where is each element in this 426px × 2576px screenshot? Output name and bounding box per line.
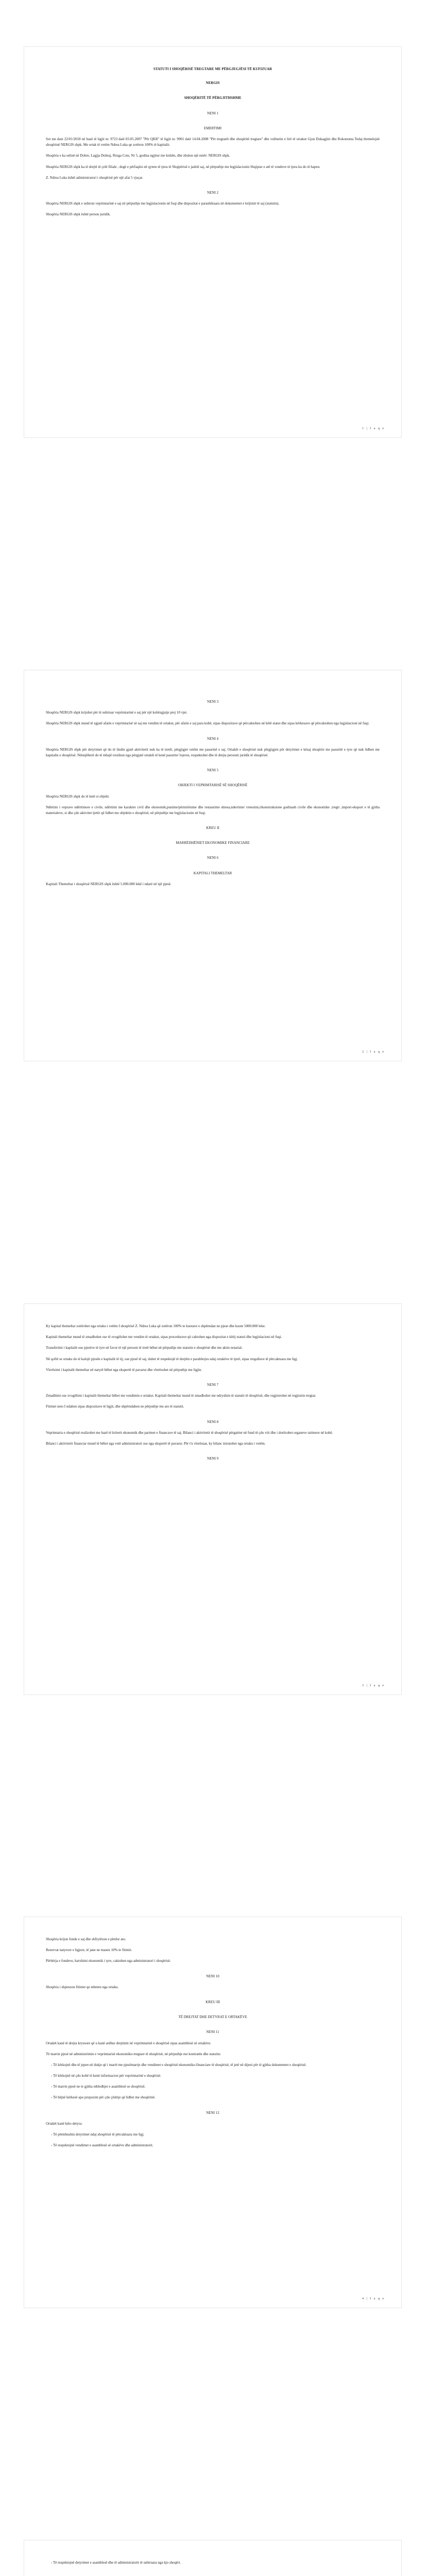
section-heading: NENI 3 (207, 700, 218, 704)
section-heading: NENI 8 (207, 1419, 218, 1424)
paragraph: Veprimtaria e shoqërisë realizohet me bazë të kriterit ekonomik dhe parimet e financave të saj. Bilanci i aktivitetit të shoqërisë përgatitet në fund të çdo viti dhe i dorëzohet organeve tatimore në kohë. (46, 1430, 333, 1435)
section-heading: NENI 7 (207, 1382, 218, 1387)
section-heading: NENI 4 (207, 736, 218, 741)
section-heading: NENI 11 (206, 2030, 219, 2035)
section-heading: NENI 6 (207, 856, 218, 860)
bullet-item: - Të bëjnë kërkesë apo propozim për çdo çështje qё lidhet me shoqërinë. (51, 2095, 156, 2100)
paragraph: Sot me date 22/01/2018 në bazë të ligjit nr. 9723 datë 03.05.2007 "Për QKR" të ligjit nr. 9901 datë 14.04.2008 "Për tregtarët dhe shoqëritë tregtare" dhe vullnetin e lirë të ortakut Gjon Dukagjini dhe Rokonoma Tedaj themelojnë shoqërinë NERGIS shpk. Me ortak të vetëm Ndrea Luka qe zotëron 100% të kapitalit. (46, 137, 380, 147)
document-subtitle: SHOQËRITË TË PËRGJITHSHME (184, 96, 242, 100)
paragraph: Zmadhimi ose zvogëlimi i kapitalit themeltar bëhet me vendimin e ortakut. Kapitali themeltar mund të zmadhohet me ndryshim të statutit të shoqërisë, dhe regjistrohet në regjistrin tregtar. (46, 1394, 316, 1398)
section-heading: OBJEKTI I VEPRIMTARISË SË SHOQËRISË (178, 783, 248, 788)
document-page (24, 1917, 402, 2308)
document-subtitle: NERGIS (206, 81, 220, 86)
paragraph: Të marrin pjesë në administrimin e veprimtarisë ekonomiko-tregtare të shoqërisë, në përputhje me kontratën dhe statutin: (46, 2052, 221, 2056)
section-heading: NENI 5 (207, 768, 218, 773)
section-heading: KREU III (206, 1999, 220, 2004)
section-heading: NENI 2 (207, 190, 218, 195)
paragraph: Ndërtim i veprave ndërtimore e civile, ndërtimi me karakter civil dhe ekonomik,punime/përmirësime dhe restaurime shtesa,nderrime/ rrenoimi,rikonstruksione godinash civile dhe ekonomike ,tregti ,import-eksport e të gjitha materialeve, si dhe çdo aktivitet tjetër që lidhet me objektin e shoqërisë, në përputhje me legjislacionin në fuqi. (46, 805, 380, 815)
bullet-item: - Të respektojnë detyrimet e asamblesë dhe të administratorit të ushtruara nga kjo shoqëri. (51, 2561, 181, 2565)
bullet-item: - Të kërkojnë në çdo kohë të kenë informacion për veprimtarinë e shoqërisë. (51, 2074, 161, 2078)
page-content (24, 670, 401, 887)
paragraph: Përbërja e fondeve, harxhimi ekonomik i tyre, caktohen nga administratori i shoqërisë. (46, 1959, 171, 1963)
section-heading: NENI 10 (206, 1974, 219, 1978)
paragraph: Shoqëria NERGIS shpk mund të zgjatë afatin e veprimtarisë së saj me vendim të ortakut, për afatin e saj para kohë, sipas dispozitave që përcaktohen në këtë statut dhe sipas kërkesave që përcaktohen nga legjislacioni në fuqi. (46, 721, 370, 726)
section-heading: KREU II (206, 826, 219, 831)
page-number: 3 | f a q e (362, 1684, 385, 1687)
paragraph: Transferimi i kapitalit ose pjesëve të tyre në favor të një personi të tretë bëhet në përputhje me statutin e shoqërisë dhe me aktin notarial. (46, 1346, 243, 1350)
page-number: 1 | f a q e (362, 427, 385, 430)
paragraph: Shoqëria i shpenzon fitimet qe mbeten nga ortaku. (46, 1985, 119, 1989)
paragraph: Shoqëria NERGIS shpk krijohet për të ushtruar veprimtarinë e saj për një kohëzgjatje prej 10 vjet. (46, 710, 188, 715)
page-content (24, 47, 401, 217)
paragraph: Shoqëria e ka selinë në Dobre, Lagjja Dobraj, Rruga Cote, Nr 5, godina ngjitur me kishën, dhe zbulon një emër: NERGIS shpk. (46, 154, 230, 158)
paragraph: Shoqëria NERGIS shpk ka të drejtë të çelë filiale , degë e përfaqësi në qytete të tjera të Shqipërisë e jashtë saj, në përputhje me legjislacionin Shqiptar e atë të vendeve të tjera ku do të hapen. (46, 164, 320, 169)
page-content (24, 1304, 401, 1462)
paragraph: Shoqëria NERGIS shpk është person juridik. (46, 212, 111, 217)
paragraph: Rezervat natyrore e ligjore, të jane ne masen 10% te fitimit. (46, 1948, 132, 1953)
paragraph: Z. Ndrea Luka është administratori i shoqërisë për një afat 5 vjeçar. (46, 175, 143, 180)
document-page (24, 1303, 402, 1695)
section-heading: KAPITALI THEMELTAR (193, 871, 232, 875)
paragraph: Në qoftë se ortaku do të kalojë pjesën e kapitalit të tij, ose pjesë të saj, duhet të respektojë të drejtën e parablerjes ndaj ortakëve të tjerë, sipas rregullave të përcaktuara me ligj. (46, 1357, 298, 1361)
page-content (24, 1917, 401, 2148)
section-heading: NENI 9 (207, 1456, 218, 1461)
page-number: 4 | f a q e (362, 2297, 385, 2300)
bullet-item: - Të përmbushin detyrimet ndaj shoqërisë të përcaktuara me ligj. (51, 2132, 145, 2137)
paragraph: Shoqëria NERGIS shpk për detyrimet që do të lindin gjatë aktivitetit nuk ka të tretët, përgjigjet vetëm me pasurinë e saj. Ortakët e shoqërisë nuk përgjigjen për detyrimet e kësaj shoqërie me pasuritë e tyre që nuk lidhen me kapitalin e shoqërisë. Ndonjëherë do të mbajë rrezikun nga përgjatë ortakët të kenë pasurite/ lojeres, respektohet dhe të drejta personit juridik të shoqërisë. (46, 747, 380, 757)
page-content (24, 2540, 401, 2576)
bullet-item: - Të marrin pjesë ne te gjitha mbledhjet e asamblesë se shoqërisë. (51, 2084, 146, 2089)
document-page (24, 670, 402, 1061)
paragraph: Bilanci i aktivitetit financiar mund të bëhet nga vetë administratori ose nga ekspertë të pavarur. Për t'u vlerësuar, ky bilanc miratohet nga ortaku i vetëm. (46, 1441, 266, 1446)
paragraph: Kapitali Themeltar i shoqërisë NERGIS shpk është 5.000.000 lekë i ndarë në një pjesë. (46, 882, 172, 886)
document-page (24, 2540, 402, 2576)
paragraph: Ortakët kanë këto detyra: (46, 2121, 82, 2126)
section-heading: EMERTIMI (203, 126, 222, 130)
paragraph: Shoqëria krijon fonde e saj dhe shfrytëzon e përdor ato. (46, 1937, 126, 1941)
section-heading: TË DREJTAT DHE DETYRAT E ORTAKËVE (178, 2015, 247, 2020)
section-heading: MARRËDHËNIET EKONOMIKE FINANCIARE (176, 841, 250, 845)
bullet-item: - Të respektojnë vendimet e asamblesë së ortakëve dhe administratorit. (51, 2143, 154, 2148)
paragraph: Shoqëria NERGIS shpk do të ketë si objekt: (46, 794, 110, 799)
paragraph: Ortakët kanë të drejta kryesore qё u kanë ardhur drejtimit në veprimtarinë e shoqërisë sipas asamblesë së ortakëve. (46, 2041, 212, 2045)
bullet-item: - Të kërkojnë dhe të jepen në dukje që i marrë me pjesëmarrje dhe vendimet e shoqërisë ekonomiko-financiare të shoqërisë, të jetë në dijeni për të gjitha dokumentet e shoqërisë. (51, 2062, 307, 2067)
section-heading: NENI 1 (207, 111, 218, 115)
document-title: STATUTI I SHOQËRISË TREGTARE ME PËRGJEGJËSI TË KUFIZUAR (153, 67, 272, 71)
paragraph: Ky kapital themeltar zotërohet nga ortaku i vetëm I shoqërisë Z. Ndrea Luka që zotëron 100% te kuotave e shpërndan ne pjese dhe kuote 5000.000 leke. (46, 1324, 266, 1328)
paragraph: Shoqëria NERGIS shpk e ushtron veprimtarinë e saj në përputhje me legjislacionin në fuqi dhe dispozitat e parashikuara në dokumentet e krijimit të saj (statutin). (46, 201, 280, 206)
document-page (24, 46, 402, 438)
paragraph: Fitimet neto I ndahen sipas dispozitave të ligjit, dhe shpërndahen ne përputhje me ato të statutit. (46, 1404, 184, 1409)
page-number: 2 | f a q e (362, 1050, 385, 1054)
paragraph: Vlerësimi i kapitalit themeltar në natyrë bëhet nga ekspertë të pavarur dhe vlerësohet në përputhje me ligjin. (46, 1367, 202, 1372)
paragraph: Kapitali themeltar mund të zmadhohet ose të zvogëlohet me vendim të ortakut, sipas procedurave që caktohen nga dispozitat e këtij statuti dhe legjislacioni në fuqi. (46, 1335, 282, 1340)
section-heading: NENI 12 (206, 2110, 219, 2115)
